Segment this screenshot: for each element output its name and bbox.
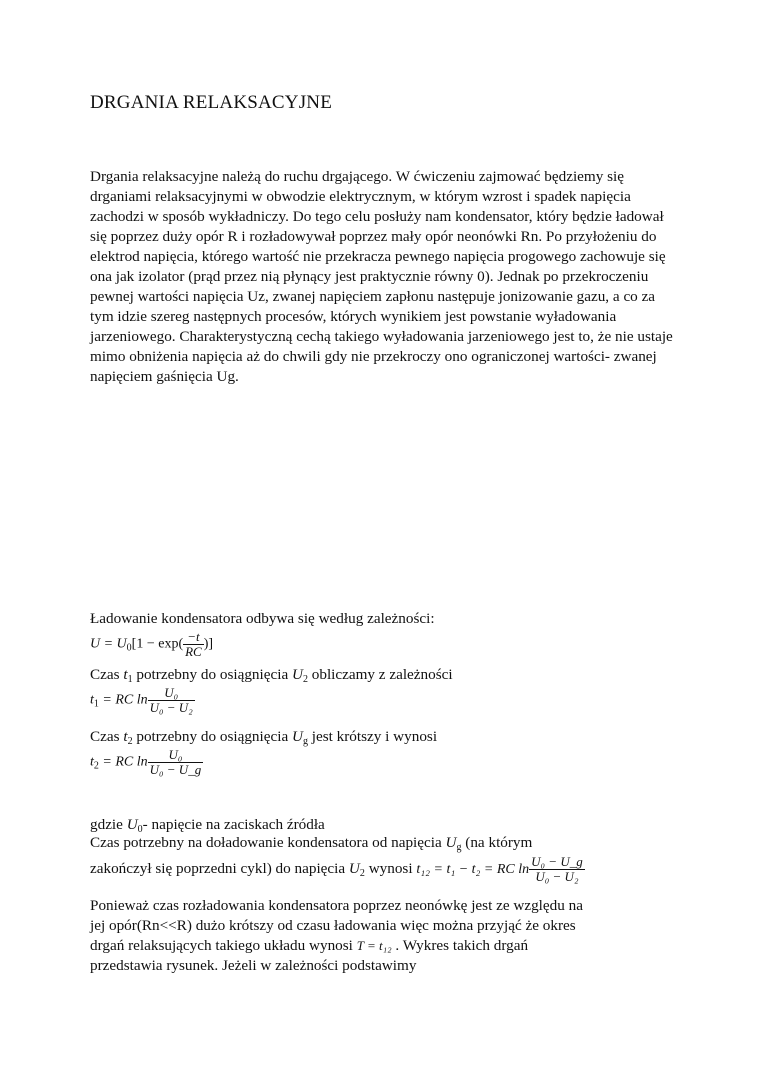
var: U	[291, 666, 303, 683]
var: t	[123, 666, 128, 683]
eq2-den: U₀ − U₂	[149, 700, 193, 715]
text: jest krótszy i wynosi	[307, 728, 438, 745]
eq1-end: )]	[203, 636, 214, 652]
text: = RC ln	[98, 692, 148, 708]
eq3-fraction	[148, 748, 204, 777]
text: (na którym	[461, 834, 533, 851]
text: . Wykres takich drgań	[391, 937, 529, 954]
line-p1: Ponieważ czas rozładowania kondensatora poprzez neonówkę jest ze względu na	[90, 897, 583, 914]
sub: 1	[93, 698, 99, 710]
eq1-sub: 0	[126, 642, 132, 654]
text: potrzebny do osiągnięcia	[132, 728, 292, 745]
text: gdzie	[90, 816, 127, 833]
eq-T: T = t₁₂	[356, 938, 392, 953]
text: = RC ln	[98, 754, 148, 770]
line-p4: przedstawia rysunek. Jeżeli w zależności podstawimy	[90, 957, 417, 974]
eq1-den: RC	[185, 644, 202, 659]
equation-t2	[90, 748, 203, 777]
intro-paragraph: Drgania relaksacyjne należą do ruchu drgającego. W ćwiczeniu zajmować będziemy się drganiami relaksacyjnymi w obwodzie elektrycznym, w którym wzrost i spadek napięcia zachodzi w sposób wykładniczy. Do tego celu posłuży nam kondensator, który będzie ładował się poprzez duży opór R i rozładowywał poprzez mały opór neonówki Rn. Po przyłożeniu do elektrod napięcia, którego wartość nie przekracza pewnego napięcia progowego zachowuje się ona jak izolator (prąd przez nią płynący jest praktycznie równy 0). Jednak po przekroczeniu pewnej wartości napięcia Uz, zwanej napięciem zapłonu następuje jonizowanie gazu, a co za tym idzie szereg następnych procesów, których wynikiem jest powstanie wyładowania jarzeniowego. Charakterystyczną cechą takiego wyładowania jarzeniowego jest to, że nie ustaje mimo obniżenia napięcia aż do chwili gdy nie przekroczy ono ograniczonej wartości- zwanej napięciem gaśnięcia Ug.	[90, 168, 673, 385]
sub: 2	[127, 736, 133, 747]
line-t1	[90, 666, 453, 685]
var: U	[291, 728, 303, 745]
var: t	[90, 754, 94, 770]
sub: g	[456, 842, 462, 853]
line-p2: jej opór(Rn<<R) dużo krótszy od czasu ładowania więc można przyjąć że okres	[90, 917, 576, 934]
text: Czas potrzebny na doładowanie kondensatora od napięcia	[90, 834, 446, 851]
eq3-den: U₀ − U_g	[149, 762, 202, 777]
eq-t12: t₁₂ = t₁ − t₂ = RC ln	[416, 861, 530, 877]
den: U₀ − U₂	[535, 869, 579, 884]
line-gdzie	[90, 816, 325, 835]
eq2-num: U₀	[148, 686, 195, 701]
text: potrzebny do osiągnięcia	[132, 666, 292, 683]
sub: 2	[359, 867, 365, 879]
document-title: DRGANIA RELAKSACYJNE	[90, 92, 333, 113]
text: Czas	[90, 728, 124, 745]
var: t	[123, 728, 128, 745]
eq1-mid: [1 − exp(	[131, 636, 184, 652]
text: - napięcie na zaciskach źródła	[142, 816, 325, 833]
eq3-num: U₀	[148, 748, 204, 763]
equation-charging	[90, 630, 213, 659]
sub: g	[302, 736, 308, 747]
sub: 2	[302, 674, 308, 685]
sub: 1	[127, 674, 133, 685]
var: t	[90, 692, 94, 708]
equation-t1	[90, 686, 195, 715]
eq1-lhs: U = U	[90, 636, 127, 652]
charging-intro: Ładowanie kondensatora odbywa się według zależności:	[90, 610, 435, 627]
var: U	[445, 834, 457, 851]
text: zakończył się poprzedni cykl) do napięcia	[90, 859, 349, 877]
text: obliczamy z zależności	[307, 666, 453, 683]
eq2-fraction	[148, 686, 195, 715]
var: U	[348, 859, 360, 877]
sub: 2	[93, 760, 99, 772]
eq1-num: −t	[183, 630, 204, 645]
line-czas12a	[90, 834, 532, 853]
line-czas12b	[90, 855, 585, 884]
text: Czas	[90, 666, 124, 683]
text: drgań relaksujących takiego układu wynosi	[90, 937, 357, 954]
num: U₀ − U_g	[531, 854, 583, 869]
text: wynosi	[364, 859, 417, 877]
eq-t12-fraction	[529, 855, 585, 884]
line-t2	[90, 728, 437, 747]
line-p3	[90, 937, 528, 955]
var: U	[126, 816, 138, 833]
eq1-fraction	[183, 630, 204, 659]
sub: 0	[137, 824, 143, 835]
